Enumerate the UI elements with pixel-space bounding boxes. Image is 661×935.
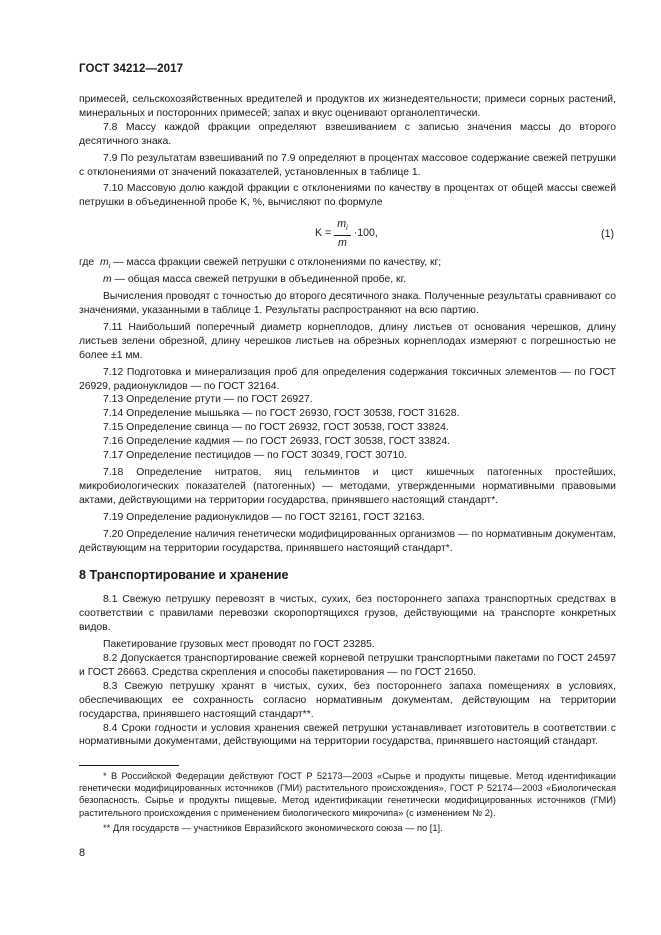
paragraph-7-10: 7.10 Массовую долю каждой фракции с отклонениями по качеству в процентах от общей массы свежей петрушки в объединенной пробе K, %, вычисляют по формуле: [79, 183, 616, 209]
symbol-m: m: [99, 257, 109, 269]
formula-fraction: [334, 218, 351, 249]
formula-1: [79, 212, 616, 256]
formula-number: (1): [601, 228, 614, 241]
paragraph-calculation-note: Вычисления проводят с точностью до второго десятичного знака. Полученные результаты сравнивают со значениями, указанными в таблице 1. Результаты распространяют на всю партию.: [79, 291, 616, 317]
formula-lhs: K =: [315, 226, 332, 239]
numerator-subscript: i: [346, 223, 348, 233]
footnote-2: ** Для государств — участников Евразийского экономического союза — по [1].: [103, 822, 443, 833]
paragraph-7-13: 7.13 Определение ртути — по ГОСТ 26927.: [103, 394, 313, 406]
paragraph-7-14: 7.14 Определение мышьяка — по ГОСТ 26930, ГОСТ 30538, ГОСТ 31628.: [103, 408, 460, 420]
paragraph-7-9: 7.9 По результатам взвешиваний по 7.9 определяют в процентах массовое содержание свежей петрушки с отклонениями от значений показателей, установленных в таблице 1.: [79, 152, 616, 178]
document-body: [79, 93, 616, 749]
numerator-symbol: m: [337, 218, 347, 231]
where-item-mi: [79, 256, 616, 273]
paragraph-7-18: 7.18 Определение нитратов, яиц гельминтов и цист кишечных патогенных простейших, микробиологических показателей (патогенных) — методами, утвержденными нормативными правовыми актами, действующими на территории государства, принявшего настоящий стандарт*.: [79, 467, 616, 506]
section-8-heading: 8 Транспортирование и хранение: [79, 568, 289, 583]
symbol-m-total: m: [103, 274, 112, 286]
where-lead: где: [79, 257, 95, 269]
paragraph-8-4: 8.4 Сроки годности и условия хранения свежей петрушки устанавливает изготовитель в соответствии с нормативными документами, действующими на территории государства, принявшего настоящий стандарт.: [79, 722, 616, 748]
where-item-mi-text: — масса фракции свежей петрушки с отклонениями по качеству, кг;: [110, 257, 442, 269]
paragraph-8-2: 8.2 Допускается транспортирование свежей корневой петрушки транспортными пакетами по ГОСТ 24597 и ГОСТ 26663. Средства скрепления и способы пакетирования — по ГОСТ 21650.: [79, 652, 616, 678]
paragraph-packaging: Пакетирование грузовых мест проводят по ГОСТ 23285.: [103, 639, 375, 651]
paragraph-7-19: 7.19 Определение радионуклидов — по ГОСТ 32161, ГОСТ 32163.: [103, 511, 425, 523]
paragraph-7-15: 7.15 Определение свинца — по ГОСТ 26932, ГОСТ 30538, ГОСТ 33824.: [103, 422, 449, 434]
paragraph-8-1: 8.1 Свежую петрушку перевозят в чистых, сухих, без постороннего запаха транспортных средствах в соответствии с правилами перевозки скоропортящихся грузов, действующими на транспорте конкретных видов.: [79, 594, 616, 634]
formula-denominator: m: [338, 237, 347, 250]
formula-numerator: [334, 218, 351, 236]
footnotes: [79, 770, 616, 837]
footnote-separator: [79, 765, 179, 766]
where-item-m: [79, 273, 616, 287]
paragraph-7-12: 7.12 Подготовка и минерализация проб для определения содержания токсичных элементов — по ГОСТ 26929, радионуклидов — по ГОСТ 32164.: [79, 366, 616, 392]
symbol-subscript-i: i: [108, 261, 111, 271]
paragraph-8-3: 8.3 Свежую петрушку хранят в чистых, сухих, без постороннего запаха помещениях в условиях, обеспечивающих ее сохранность согласно нормативным документам, действующим на территории государства, принявшего настоящий стандарт**.: [79, 680, 616, 720]
paragraph-7-20: 7.20 Определение наличия генетически модифицированных организмов — по нормативным документам, действующим на территории государства, принявшего настоящий стандарт*.: [79, 528, 616, 554]
page-number: 8: [79, 847, 86, 859]
paragraph-7-7-continuation: примесей, сельскохозяйственных вредителей и продуктов их жизнедеятельности; примеси сорных растений, минеральных и посторонних примесей; запах и вкус оценивают органолептически.: [79, 94, 616, 119]
formula-rhs: ·100,: [353, 226, 378, 239]
paragraph-7-11: 7.11 Наибольший поперечный диаметр корнеплодов, длину листьев от основания черешков, длину листьев зелени обрезной, длину черешков листьев на обрезных корнеплодах измеряют с погрешностью не более ±1 мм.: [79, 321, 616, 361]
paragraph-7-8: 7.8 Массу каждой фракции определяют взвешиванием с записью значения массы до второго десятичного знака.: [79, 121, 616, 147]
where-item-m-text: — общая масса свежей петрушки в объединенной пробе, кг.: [111, 274, 406, 286]
paragraph-7-16: 7.16 Определение кадмия — по ГОСТ 26933, ГОСТ 30538, ГОСТ 33824.: [103, 436, 451, 448]
paragraph-7-17: 7.17 Определение пестицидов — по ГОСТ 30349, ГОСТ 30710.: [103, 450, 407, 462]
formula-expression: [315, 218, 378, 249]
footnote-1: * В Российской Федерации действуют ГОСТ Р 52173—2003 «Сырье и продукты пищевые. Метод идентификации генетически модифицированных источников (ГМИ) растительного происхождения», ГОСТ Р 52174—2003 «Биологическая безопасность. Сырье и продукты пищевые. Метод идентификации генетически модифицированных источников (ГМИ) растительного происхождения с применением биологического микрочипа» (с изменением № 2).: [79, 771, 616, 818]
standard-header: ГОСТ 34212—2017: [79, 63, 184, 75]
